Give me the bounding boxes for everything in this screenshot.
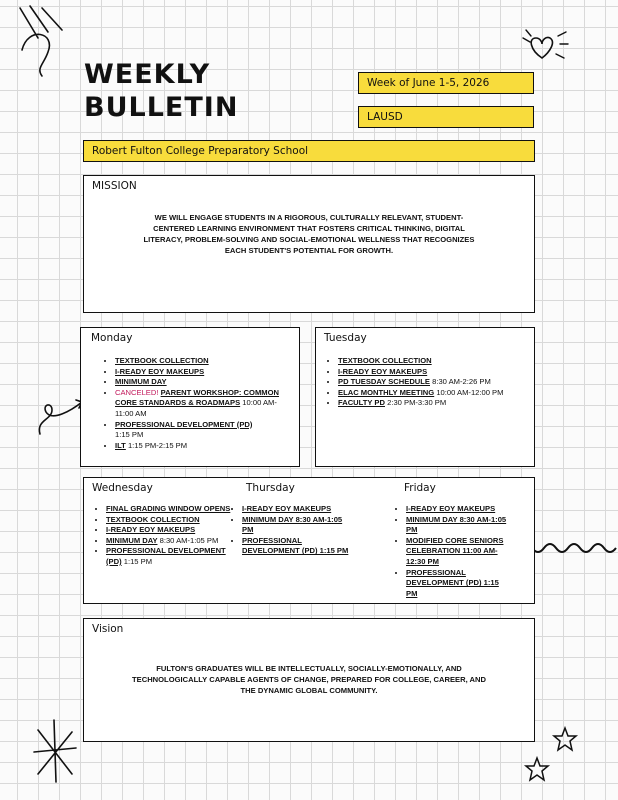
list-item: • I-READY EOY MAKEUPS: [406, 504, 510, 515]
tuesday-label: Tuesday: [324, 332, 367, 344]
scribble-icon: [18, 6, 78, 76]
district-text: LAUSD: [367, 111, 403, 123]
list-item: • MODIFIED CORE SENIORS CELEBRATION 11:00 AM-12:30 PM: [406, 536, 510, 568]
list-item: • PROFESSIONAL DEVELOPMENT (PD) 1:15 PM: [242, 536, 352, 557]
vision-box: [83, 618, 535, 742]
star-burst-icon: [32, 718, 78, 784]
canceled-tag: CANCELED!: [115, 387, 159, 397]
list-item: • I-READY EOY MAKEUPS: [115, 367, 293, 378]
title-line-1: WEEKLY: [84, 59, 211, 90]
list-item: • I-READY EOY MAKEUPS: [106, 525, 234, 536]
mission-box: [83, 175, 535, 313]
list-item: • FINAL GRADING WINDOW OPENS: [106, 504, 234, 515]
school-banner: [83, 140, 535, 162]
list-item: • TEXTBOOK COLLECTION: [338, 356, 526, 367]
list-item: • CANCELED! PARENT WORKSHOP: COMMON CORE STANDARDS & ROADMAPS 10:00 AM-11:00 AM: [115, 388, 293, 420]
week-text: Week of June 1-5, 2026: [367, 77, 490, 89]
mission-label: MISSION: [92, 180, 137, 192]
vision-text: FULTON'S GRADUATES WILL BE INTELLECTUALLY, SOCIALLY-EMOTIONALLY, AND TECHNOLOGICALLY CAPABLE AGENTS OF CHANGE, PREPARED FOR COLLEGE, CAREER, AND THE DYNAMIC GLOBAL COMMUNITY.: [132, 664, 486, 695]
wednesday-label: Wednesday: [92, 482, 153, 494]
list-item: • PROFESSIONAL DEVELOPMENT (PD) 1:15 PM: [115, 420, 293, 441]
tuesday-box: [315, 327, 535, 467]
list-item: • I-READY EOY MAKEUPS: [242, 504, 352, 515]
thursday-label: Thursday: [246, 482, 295, 494]
wednesday-list: [106, 504, 234, 568]
district-badge: [358, 106, 534, 128]
star-icon: [524, 756, 550, 782]
page-title: [84, 58, 284, 124]
list-item: • PROFESSIONAL DEVELOPMENT (PD) 1:15 PM: [106, 546, 234, 567]
title-line-2: BULLETIN: [84, 92, 239, 123]
tuesday-list: [338, 356, 526, 409]
list-item: • PD TUESDAY SCHEDULE 8:30 AM-2:26 PM: [338, 377, 526, 388]
midweek-box: [83, 477, 535, 604]
monday-list: [115, 356, 293, 451]
monday-box: [80, 327, 300, 467]
list-item: • TEXTBOOK COLLECTION: [106, 515, 234, 526]
list-item: • I-READY EOY MAKEUPS: [338, 367, 526, 378]
star-icon: [552, 726, 578, 752]
list-item: • MINIMUM DAY: [115, 377, 293, 388]
list-item: • ILT 1:15 PM-2:15 PM: [115, 441, 293, 452]
friday-label: Friday: [404, 482, 436, 494]
list-item: • MINIMUM DAY 8:30 AM-1:05 PM: [242, 515, 352, 536]
mission-text: WE WILL ENGAGE STUDENTS IN A RIGOROUS, CULTURALLY RELEVANT, STUDENT-CENTERED LEARNING ENVIRONMENT THAT FOSTERS CRITICAL THINKING, DIGITAL LITERACY, PROBLEM-SOLVING AND SOCIAL-EMOTIONAL WELLNESS THAT RECOGNIZES EACH STUDENT'S POTENTIAL FOR GROWTH.: [143, 213, 475, 255]
monday-label: Monday: [91, 332, 133, 344]
list-item: • MINIMUM DAY 8:30 AM-1:05 PM: [106, 536, 234, 547]
list-item: • PROFESSIONAL DEVELOPMENT (PD) 1:15 PM: [406, 568, 510, 600]
thursday-list: [242, 504, 352, 557]
week-badge: [358, 72, 534, 94]
list-item: • FACULTY PD 2:30 PM-3:30 PM: [338, 398, 526, 409]
vision-label: Vision: [92, 623, 124, 635]
friday-list: [406, 504, 510, 599]
heart-icon: [520, 28, 570, 68]
list-item: • ELAC MONTHLY MEETING 10:00 AM-12:00 PM: [338, 388, 526, 399]
list-item: • TEXTBOOK COLLECTION: [115, 356, 293, 367]
list-item: • MINIMUM DAY 8:30 AM-1:05 PM: [406, 515, 510, 536]
school-name: Robert Fulton College Preparatory School: [92, 145, 309, 157]
